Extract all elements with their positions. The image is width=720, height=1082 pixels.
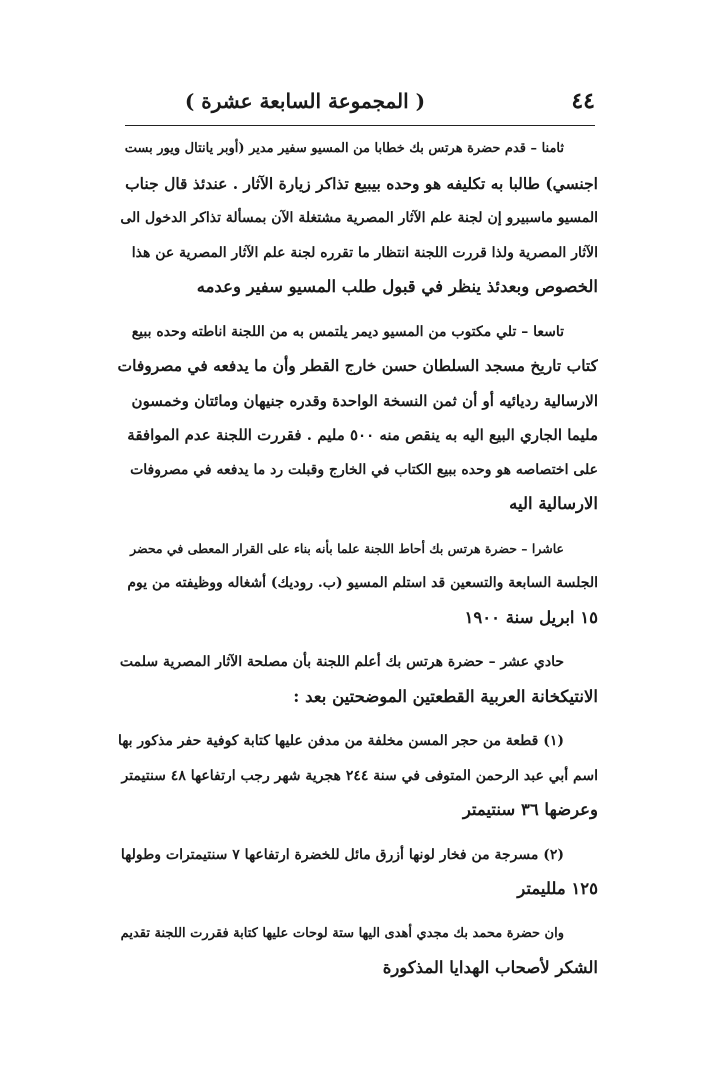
header-rule bbox=[125, 125, 595, 126]
text-line: حادي عشر – حضرة هرتس بك أعلم اللجنة بأن مصلحة الآثار المصرية سلمت bbox=[119, 654, 564, 670]
text-line: الارسالية اليه bbox=[509, 494, 598, 513]
paragraph-eleventh bbox=[118, 645, 598, 714]
page-header bbox=[125, 84, 595, 118]
text-line: اجنسي) طالبا به تكليفه هو وحده بيبيع تذاكر زيارة الآثار . عندئذ قال جناب bbox=[125, 173, 598, 193]
paragraph-ninth bbox=[118, 315, 598, 522]
text-line: ثامنا – قدم حضرة هرتس بك خطابا من المسيو سفير مدير (أوبر يانتال ويور بست bbox=[124, 141, 564, 156]
text-line: وان حضرة محمد بك مجدي أهدى اليها ستة لوحات عليها كتابة فقررت اللجنة تقديم bbox=[120, 925, 564, 941]
text-line: الانتيكخانة العربية القطعتين الموضحتين بعد : bbox=[293, 686, 598, 706]
text-line: ١٥ ابريل سنة ١٩٠٠ bbox=[464, 607, 598, 627]
text-line: ١٢٥ ملليمتر bbox=[517, 879, 598, 898]
text-line: المسيو ماسبيرو إن لجنة علم الآثار المصرية مشتغلة الآن بمسألة تذاكر الدخول الى bbox=[120, 210, 598, 226]
paragraph-tenth bbox=[118, 532, 598, 636]
text-line: كتاب تاريخ مسجد السلطان حسن خارج القطر وأن ما يدفعه في مصروفات bbox=[118, 356, 598, 375]
text-line: وعرضها ٣٦ سنتيمتر bbox=[462, 800, 598, 819]
text-line: (١) قطعة من حجر المسن مخلفة من مدفن عليها كتابة كوفية حفر مذكور بها bbox=[118, 733, 564, 749]
text-line: الارسالية رديائيه أو أن ثمن النسخة الواحدة وقدره جنيهان ومائتان وخمسون bbox=[131, 391, 598, 410]
page-body bbox=[118, 132, 598, 996]
page-number: ٤٤ bbox=[571, 88, 595, 114]
text-line: الشكر لأصحاب الهدايا المذكورة bbox=[382, 958, 598, 977]
item-two bbox=[118, 838, 598, 907]
text-line: عاشرا – حضرة هرتس بك أحاط اللجنة علما بأنه بناء على القرار المعطى في محضر bbox=[130, 540, 564, 556]
paragraph-gift bbox=[118, 917, 598, 986]
item-one bbox=[118, 724, 598, 828]
running-title: ( المجموعة السابعة عشرة ) bbox=[184, 89, 426, 113]
text-line: (٢) مسرجة من فخار لونها أزرق مائل للخضرة ارتفاعها ٧ سنتيمترات وطولها bbox=[120, 846, 564, 863]
paragraph-eighth bbox=[118, 132, 598, 305]
text-line: مليما الجاري البيع اليه به ينقص منه ٥٠٠ مليم . فقررت اللجنة عدم الموافقة bbox=[127, 426, 598, 444]
text-line: اسم أبي عبد الرحمن المتوفى في سنة ٢٤٤ هجرية شهر رجب ارتفاعها ٤٨ سنتيمتر bbox=[121, 767, 598, 784]
text-line: الخصوص وبعدئذ ينظر في قبول طلب المسيو سفير وعدمه bbox=[196, 277, 598, 296]
text-line: على اختصاصه هو وحده ببيع الكتاب في الخارج وقبلت رد ما يدفعه في مصروفات bbox=[130, 461, 598, 478]
text-line: الجلسة السابعة والتسعين قد استلم المسيو (ب. روديك) أشغاله ووظيفته من يوم bbox=[127, 575, 598, 591]
text-line: الآثار المصرية ولذا قررت اللجنة انتظار ما تقرره لجنة علم الآثار المصرية عن هذا bbox=[131, 244, 598, 261]
text-line: تاسعا – تلي مكتوب من المسيو ديمر يلتمس به من اللجنة اناطته وحده ببيع bbox=[131, 323, 564, 340]
